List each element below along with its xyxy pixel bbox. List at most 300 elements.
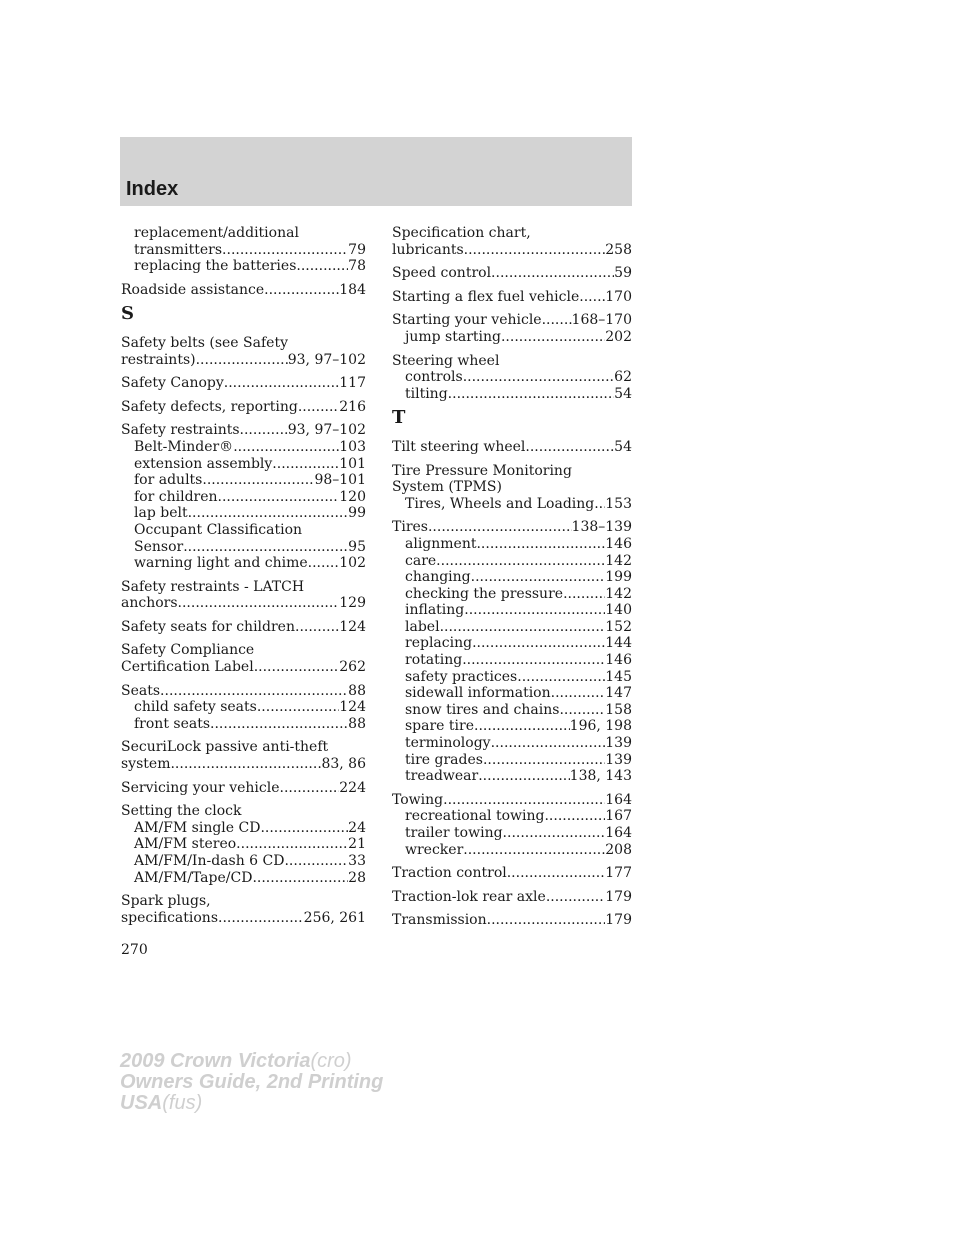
index-entry (392, 265, 632, 282)
entry-page-ref: 262 (339, 659, 366, 676)
index-entry-line (392, 912, 632, 929)
footer-printing: Owners Guide, 2nd Printing (120, 1071, 384, 1093)
entry-page-ref: 224 (339, 779, 366, 796)
entry-term: Setting the clock (121, 803, 242, 820)
entry-term: replacing (405, 635, 473, 652)
dot-leader (170, 756, 321, 773)
entry-term: specifications (121, 909, 219, 926)
index-entry-line (121, 595, 366, 612)
entry-page-ref: 146 (605, 535, 632, 552)
dot-leader (308, 555, 340, 572)
entry-page-ref: 258 (605, 241, 632, 258)
dot-leader (463, 842, 605, 859)
dot-leader (196, 352, 288, 369)
index-entry-line (121, 910, 366, 927)
dot-leader (517, 669, 605, 686)
entry-page-ref: 153 (605, 495, 632, 512)
entry-page-ref: 98–101 (314, 472, 366, 489)
entry-page-ref: 167 (605, 808, 632, 825)
dot-leader (448, 386, 615, 403)
index-subentry-line (392, 496, 632, 513)
entry-term: rotating (405, 652, 463, 669)
dot-leader (563, 586, 605, 603)
index-subentry-line (121, 716, 366, 733)
entry-page-ref: 33 (348, 853, 366, 869)
entry-page-ref: 147 (605, 685, 632, 702)
entry-term: Servicing your vehicle (121, 779, 280, 796)
index-entry (392, 312, 632, 345)
dot-leader (525, 439, 614, 456)
section-letter: S (121, 303, 134, 325)
dot-leader (178, 595, 340, 612)
index-subentry-line (121, 225, 366, 242)
dot-leader (280, 780, 340, 797)
index-entry (121, 893, 366, 926)
index-entry (121, 803, 366, 886)
index-entry-line (392, 792, 632, 809)
entry-term: child safety seats (134, 699, 257, 716)
entry-term: trailer towing (405, 825, 503, 841)
index-subentry-line (392, 652, 632, 669)
entry-page-ref: 78 (348, 258, 366, 275)
index-subentry-line (392, 386, 632, 403)
index-subentry-line (121, 820, 366, 837)
entry-term: Safety Canopy (121, 375, 224, 392)
index-subentry-line (121, 472, 366, 489)
entry-term: System (TPMS) (392, 479, 502, 496)
dot-leader (464, 602, 605, 619)
footer-model-code: (cro) (310, 1050, 352, 1072)
footer-market-code: (fus) (162, 1092, 203, 1114)
index-entry-line (121, 375, 366, 392)
index-subentry-line (121, 539, 366, 556)
entry-term: Spark plugs, (121, 893, 211, 910)
entry-term: snow tires and chains (405, 701, 560, 718)
entry-term: Starting your vehicle (392, 312, 542, 329)
index-column-right (392, 225, 632, 936)
index-entry-line (392, 865, 632, 882)
index-subentry-line (121, 853, 366, 870)
entry-term: transmitters (134, 241, 223, 258)
entry-page-ref: 145 (605, 668, 632, 685)
index-entry (392, 353, 632, 403)
index-subentry-line (392, 685, 632, 702)
dot-leader (236, 836, 348, 853)
dot-leader (474, 718, 570, 735)
index-subentry-line (121, 258, 366, 275)
entry-page-ref: 88 (348, 715, 366, 732)
entry-page-ref: 83, 86 (321, 756, 366, 773)
entry-term: spare tire (405, 718, 475, 735)
entry-term: Safety defects, reporting (121, 398, 298, 415)
entry-term: extension assembly (134, 455, 273, 472)
dot-leader (296, 258, 348, 275)
entry-term: tire grades (405, 751, 483, 768)
index-entry (392, 519, 632, 785)
index-subentry-line (392, 825, 632, 842)
dot-leader (436, 553, 605, 570)
footer-model: 2009 Crown Victoria (120, 1050, 311, 1072)
entry-term: care (405, 552, 437, 569)
footer (120, 1051, 383, 1114)
index-subentry-line (392, 586, 632, 603)
dot-leader (478, 768, 569, 785)
entry-page-ref: 79 (348, 241, 366, 258)
entry-term: Tilt steering wheel (392, 438, 526, 455)
entry-page-ref: 164 (605, 791, 632, 808)
entry-term: for children (134, 488, 218, 505)
entry-term: Certification Label (121, 659, 254, 676)
index-subentry-line (121, 836, 366, 853)
index-subentry-line (121, 870, 366, 887)
entry-term: Occupant Classification (134, 521, 303, 538)
entry-page-ref: 138–139 (571, 519, 632, 536)
index-entry-line (121, 619, 366, 636)
index-entry-line (392, 289, 632, 306)
index-subentry-line (392, 669, 632, 686)
entry-term: inflating (405, 602, 465, 619)
index-subentry-line (121, 522, 366, 539)
index-entry-line (121, 352, 366, 369)
entry-page-ref: 124 (339, 699, 366, 716)
index-subentry-line (392, 553, 632, 570)
entry-page-ref: 158 (605, 701, 632, 718)
index-subentry-line (392, 752, 632, 769)
entry-page-ref: 103 (339, 438, 366, 455)
index-entry-line (121, 335, 366, 352)
dot-leader (254, 659, 340, 676)
dot-leader (487, 912, 606, 929)
index-entry-line (392, 265, 632, 282)
entry-term: Safety Compliance (121, 642, 255, 659)
index-entry-line (121, 282, 366, 299)
entry-page-ref: 88 (348, 682, 366, 699)
dot-leader (440, 619, 606, 636)
index-subentry-line (121, 699, 366, 716)
entry-term: system (121, 756, 171, 773)
entry-term: Towing (392, 791, 444, 808)
dot-leader (507, 865, 606, 882)
index-entry (392, 439, 632, 456)
entry-term: Roadside assistance (121, 281, 265, 298)
index-entry (121, 399, 366, 416)
entry-term: label (405, 618, 440, 635)
dot-leader (491, 735, 606, 752)
dot-leader (579, 289, 605, 306)
dot-leader (284, 853, 348, 870)
entry-page-ref: 144 (605, 635, 632, 652)
index-entry (121, 642, 366, 675)
index-subentry-line (392, 602, 632, 619)
entry-page-ref: 93, 97–102 (287, 422, 366, 439)
entry-term: Seats (121, 682, 161, 699)
index-entry (392, 912, 632, 929)
entry-term: Tires (392, 519, 428, 536)
entry-page-ref: 95 (348, 538, 366, 555)
dot-leader (210, 716, 348, 733)
entry-page-ref: 21 (348, 836, 366, 853)
entry-term: Safety restraints - LATCH (121, 578, 305, 595)
entry-page-ref: 120 (339, 488, 366, 505)
entry-term: Safety restraints (121, 422, 240, 439)
entry-term: controls (405, 369, 463, 386)
entry-page-ref: 139 (605, 751, 632, 768)
dot-leader (559, 702, 605, 719)
entry-page-ref: 138, 143 (569, 768, 632, 785)
entry-term: Steering wheel (392, 352, 500, 369)
index-entry-line (392, 312, 632, 329)
entry-page-ref: 208 (605, 841, 632, 858)
dot-leader (257, 699, 339, 716)
dot-leader (503, 825, 606, 842)
entry-page-ref: 152 (605, 618, 632, 635)
index-entry (121, 619, 366, 636)
entry-term: lap belt (134, 505, 188, 522)
dot-leader (476, 536, 605, 553)
index-entry (392, 289, 632, 306)
index-subentry-line (392, 702, 632, 719)
dot-leader (551, 685, 606, 702)
entry-term: recreational towing (405, 808, 545, 825)
entry-page-ref: 62 (614, 369, 632, 386)
footer-line-2 (120, 1072, 383, 1093)
entry-term: AM/FM/Tape/CD (134, 869, 253, 886)
dot-leader (463, 369, 614, 386)
index-entry-line (392, 242, 632, 259)
entry-page-ref: 59 (614, 265, 632, 282)
entry-page-ref: 170 (605, 288, 632, 305)
entry-page-ref: 184 (339, 281, 366, 298)
index-entry-line (392, 889, 632, 906)
entry-term: changing (405, 569, 471, 586)
index-entry-line (392, 519, 632, 536)
entry-page-ref: 177 (605, 865, 632, 882)
index-entry (392, 792, 632, 858)
dot-leader (542, 312, 572, 329)
dot-leader (443, 792, 605, 809)
entry-term: restraints) (121, 351, 196, 368)
index-entry (392, 463, 632, 513)
index-subentry-line (121, 456, 366, 473)
index-entry (392, 225, 632, 258)
dot-leader (222, 242, 348, 259)
entry-term: Safety seats for children (121, 618, 295, 635)
entry-term: jump starting (405, 328, 501, 345)
entry-page-ref: 99 (348, 505, 366, 522)
index-subentry-line (392, 842, 632, 859)
index-subentry-line (392, 768, 632, 785)
index-subentry-line (121, 489, 366, 506)
index-subentry-line (392, 735, 632, 752)
index-column-left (121, 225, 366, 933)
index-entry-line (121, 739, 366, 756)
footer-market: USA (120, 1092, 163, 1114)
dot-leader (218, 489, 340, 506)
entry-term: Transmission (392, 912, 487, 929)
entry-page-ref: 142 (605, 585, 632, 602)
dot-leader (233, 439, 339, 456)
entry-page-ref: 142 (605, 552, 632, 569)
index-entry (121, 579, 366, 612)
dot-leader (462, 652, 605, 669)
entry-term: wrecker (405, 841, 464, 858)
dot-leader (240, 422, 288, 439)
entry-page-ref: 124 (339, 618, 366, 635)
dot-leader (264, 282, 339, 299)
index-entry (121, 335, 366, 368)
entry-term: terminology (405, 735, 491, 752)
entry-term: Sensor (134, 538, 184, 555)
entry-term: Safety belts (see Safety (121, 334, 288, 351)
dot-leader (594, 496, 605, 513)
entry-term: Traction control (392, 865, 507, 882)
index-subentry-line (392, 569, 632, 586)
entry-page-ref: 216 (339, 398, 366, 415)
entry-term: safety practices (405, 668, 518, 685)
index-entry-line (121, 399, 366, 416)
entry-page-ref: 196, 198 (569, 718, 632, 735)
entry-page-ref: 179 (605, 888, 632, 905)
dot-leader (483, 752, 605, 769)
dot-leader (188, 505, 349, 522)
index-entry (121, 422, 366, 571)
header-bar (120, 137, 632, 206)
index-subentry-line (392, 619, 632, 636)
entry-term: AM/FM/In-dash 6 CD (134, 853, 285, 869)
dot-leader (218, 910, 304, 927)
entry-term: anchors (121, 595, 178, 612)
index-subentry-line (121, 242, 366, 259)
footer-line-1 (120, 1051, 383, 1072)
index-subentry-line (121, 505, 366, 522)
entry-term: front seats (134, 715, 211, 732)
entry-term: sidewall information (405, 685, 551, 702)
entry-page-ref: 164 (605, 825, 632, 841)
dot-leader (160, 683, 348, 700)
index-entry-line (121, 642, 366, 659)
entry-page-ref: 168–170 (571, 312, 632, 329)
index-entry (121, 282, 366, 299)
dot-leader (464, 242, 606, 259)
entry-page-ref: 28 (348, 869, 366, 886)
index-entry-line (121, 893, 366, 910)
entry-term: alignment (405, 535, 477, 552)
entry-page-ref: 54 (614, 385, 632, 402)
entry-page-ref: 199 (605, 569, 632, 586)
entry-page-ref: 54 (614, 438, 632, 455)
entry-term: Specification chart, (392, 225, 531, 241)
entry-term: Starting a flex fuel vehicle (392, 288, 580, 305)
entry-page-ref: 179 (605, 912, 632, 929)
dot-leader (491, 265, 614, 282)
dot-leader (260, 820, 348, 837)
index-subentry-line (121, 555, 366, 572)
entry-page-ref: 140 (605, 602, 632, 619)
entry-page-ref: 102 (339, 555, 366, 572)
entry-term: checking the pressure (405, 585, 564, 602)
dot-leader (471, 569, 606, 586)
index-entry-line (121, 579, 366, 596)
index-entry-line (121, 756, 366, 773)
page-title: Index (126, 178, 179, 200)
index-entry (121, 683, 366, 733)
index-entry-line (392, 353, 632, 370)
index-entry (392, 889, 632, 906)
entry-page-ref: 93, 97–102 (287, 351, 366, 368)
index-entry-line (121, 422, 366, 439)
index-entry (121, 780, 366, 797)
section-letter: T (392, 407, 406, 429)
entry-term: tilting (405, 385, 448, 402)
entry-term: warning light and chime (134, 555, 308, 572)
dot-leader (501, 329, 605, 346)
index-subentry-line (392, 329, 632, 346)
entry-page-ref: 129 (339, 595, 366, 612)
entry-term: replacement/additional (134, 225, 299, 241)
index-subentry-line (392, 808, 632, 825)
index-entry-line (392, 479, 632, 496)
entry-page-ref: 202 (605, 328, 632, 345)
entry-term: Traction-lok rear axle (392, 888, 546, 905)
entry-term: SecuriLock passive anti-theft (121, 739, 329, 756)
dot-leader (295, 619, 339, 636)
entry-term: AM/FM single CD (134, 819, 261, 836)
dot-leader (546, 889, 605, 906)
index-entry (121, 739, 366, 772)
dot-leader (224, 375, 340, 392)
entry-page-ref: 101 (339, 455, 366, 472)
entry-page-ref: 117 (339, 375, 366, 392)
page-number: 270 (121, 942, 148, 958)
index-subentry-line (121, 439, 366, 456)
dot-leader (272, 456, 339, 473)
entry-term: Belt-Minder® (134, 438, 234, 455)
index-entry-line (121, 683, 366, 700)
entry-page-ref: 256, 261 (303, 909, 366, 926)
index-entry (121, 375, 366, 392)
entry-term: treadwear (405, 768, 479, 785)
entry-term: AM/FM stereo (134, 836, 237, 853)
dot-leader (298, 399, 339, 416)
dot-leader (472, 635, 605, 652)
entry-term: lubricants (392, 241, 464, 258)
index-subentry-line (392, 536, 632, 553)
index-subentry-line (392, 718, 632, 735)
dot-leader (252, 870, 348, 887)
footer-line-3 (120, 1093, 383, 1114)
index-entry-line (392, 463, 632, 480)
index-entry-line (392, 225, 632, 242)
entry-page-ref: 24 (348, 819, 366, 836)
index-entry (121, 225, 366, 275)
index-subentry-line (392, 635, 632, 652)
index-entry-line (121, 659, 366, 676)
index-entry-line (392, 439, 632, 456)
entry-term: Speed control (392, 265, 492, 282)
entry-term: Tire Pressure Monitoring (392, 462, 572, 479)
index-entry (392, 865, 632, 882)
index-entry-line (121, 780, 366, 797)
index-subentry-line (392, 369, 632, 386)
dot-leader (202, 472, 314, 489)
dot-leader (428, 519, 572, 536)
entry-page-ref: 139 (605, 735, 632, 752)
entry-page-ref: 146 (605, 652, 632, 669)
entry-term: for adults (134, 472, 203, 489)
dot-leader (544, 808, 605, 825)
index-entry-line (121, 803, 366, 820)
dot-leader (183, 539, 348, 556)
